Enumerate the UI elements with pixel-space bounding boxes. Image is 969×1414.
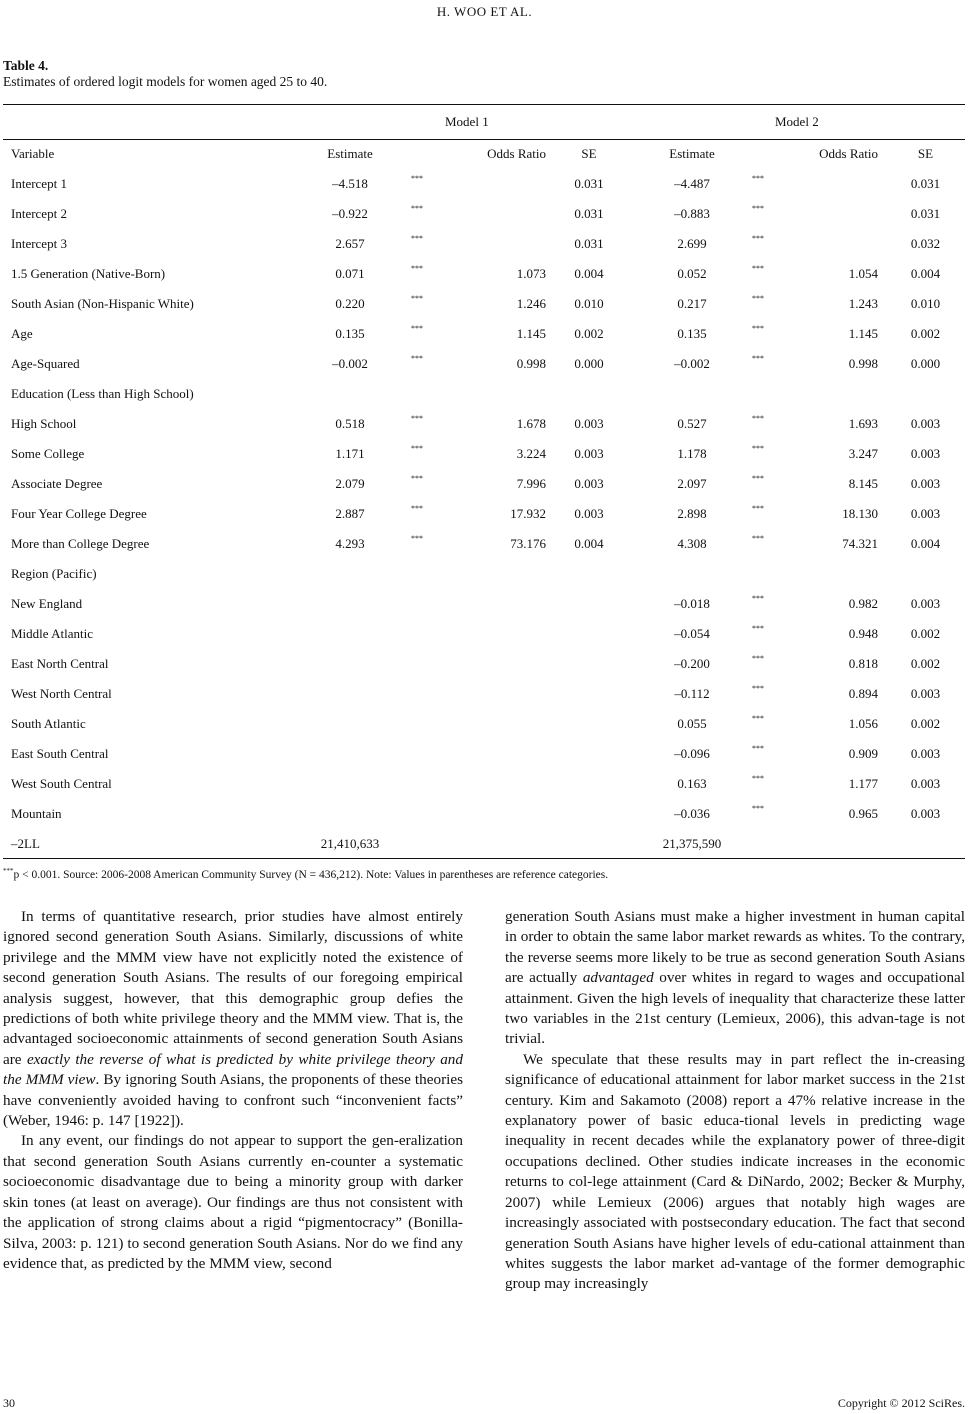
cell-m1-se: 0.031 <box>574 236 604 251</box>
cell-m1-estimate <box>289 799 411 829</box>
page-number: 30 <box>3 1396 15 1410</box>
cell-m2-significance <box>752 799 780 829</box>
cell-variable: Intercept 1 <box>11 176 67 191</box>
cell-variable: Intercept 3 <box>11 236 67 251</box>
cell-m1-estimate <box>289 379 411 409</box>
significance-marker: *** <box>752 504 764 513</box>
cell-m1-significance <box>411 559 439 589</box>
cell-m1-significance <box>411 739 439 769</box>
cell-m1-estimate <box>289 559 411 589</box>
cell-m2-estimate: –4.487 <box>674 176 710 191</box>
cell-variable: Some College <box>11 446 85 461</box>
cell-m2-estimate: 4.308 <box>677 536 707 551</box>
cell-m1-significance <box>411 529 439 559</box>
cell-m1-se <box>546 559 632 589</box>
cell-m2-significance <box>752 619 780 649</box>
cell-m1-significance <box>411 349 439 379</box>
cell-m2-significance <box>752 199 780 229</box>
cell-m1-estimate: 1.171 <box>335 446 365 461</box>
significance-marker: *** <box>411 534 423 543</box>
cell-m1-significance <box>411 769 439 799</box>
cell-m2-se: 0.003 <box>910 686 941 701</box>
cell-m1-odds-ratio: 1.073 <box>516 266 546 281</box>
cell-m2-odds-ratio: 3.247 <box>848 446 878 461</box>
cell-m1-se: 0.031 <box>574 206 604 221</box>
cell-m1-significance <box>411 619 439 649</box>
cell-m2-significance <box>752 409 780 439</box>
cell-m2-odds-ratio: 1.145 <box>848 326 878 341</box>
cell-m2-se: 0.003 <box>910 776 941 791</box>
cell-m2-odds-ratio <box>780 229 878 259</box>
body-column-right <box>505 907 965 1295</box>
cell-m1-estimate <box>289 649 411 679</box>
cell-m1-estimate <box>289 679 411 709</box>
table-row <box>3 469 969 499</box>
cell-m2-odds-ratio: 0.982 <box>848 596 878 611</box>
table-row <box>3 439 969 469</box>
cell-variable: Education (Less than High School) <box>11 386 194 401</box>
significance-marker: *** <box>752 654 764 663</box>
table-label: Table 4. <box>3 58 49 73</box>
significance-marker: *** <box>752 294 764 303</box>
cell-m2-odds-ratio <box>780 199 878 229</box>
cell-m2-significance <box>752 559 780 589</box>
cell-m2-estimate: 0.527 <box>677 416 707 431</box>
cell-m1-estimate: 4.293 <box>335 536 365 551</box>
cell-m1-estimate <box>289 739 411 769</box>
cell-variable: South Atlantic <box>11 716 86 731</box>
cell-m1-se: 0.002 <box>574 326 604 341</box>
cell-m2-odds-ratio: 0.965 <box>848 806 878 821</box>
cell-m1-significance <box>411 439 439 469</box>
cell-m1-odds-ratio: 1.246 <box>516 296 546 311</box>
significance-marker: *** <box>752 594 764 603</box>
cell-m1-estimate: –0.922 <box>332 206 368 221</box>
cell-m1-estimate: 0.071 <box>335 266 365 281</box>
col-header-m1-se: SE <box>581 146 597 161</box>
cell-m2-odds-ratio: 1.177 <box>848 776 878 791</box>
cell-m1-se: 0.000 <box>574 356 604 371</box>
cell-variable: Middle Atlantic <box>11 626 93 641</box>
cell-m1-significance <box>411 469 439 499</box>
cell-m1-estimate <box>289 619 411 649</box>
cell-m2-se: 0.010 <box>910 296 941 311</box>
cell-m2-estimate: –0.200 <box>674 656 710 671</box>
significance-marker: *** <box>752 714 764 723</box>
cell-m1-estimate <box>289 589 411 619</box>
significance-marker: *** <box>752 474 764 483</box>
significance-marker: *** <box>752 414 764 423</box>
cell-m2-se: 0.003 <box>910 506 941 521</box>
cell-variable: New England <box>11 596 83 611</box>
cell-m1-se: 0.004 <box>574 536 604 551</box>
cell-m1-estimate: 0.518 <box>335 416 365 431</box>
cell-m2-estimate: 0.055 <box>677 716 707 731</box>
cell-m2-se: 0.002 <box>910 656 941 671</box>
cell-m2-significance <box>752 229 780 259</box>
significance-marker: *** <box>752 624 764 633</box>
cell-m2-se: 0.003 <box>910 416 941 431</box>
cell-m1-odds-ratio: 7.996 <box>516 476 546 491</box>
table-body <box>3 169 969 859</box>
cell-m2-se: 0.002 <box>910 326 941 341</box>
table-row <box>3 649 969 679</box>
cell-m1-estimate: –0.002 <box>332 356 368 371</box>
cell-m2-estimate: 21,375,590 <box>662 836 722 851</box>
cell-m1-odds-ratio: 17.932 <box>510 506 546 521</box>
cell-m2-se: 0.032 <box>910 236 941 251</box>
cell-m2-odds-ratio: 0.909 <box>848 746 878 761</box>
cell-m1-se <box>546 769 632 799</box>
table-row <box>3 289 969 319</box>
cell-m2-significance <box>752 259 780 289</box>
cell-m2-odds-ratio <box>780 559 878 589</box>
table-row <box>3 799 969 829</box>
paragraph-text: We speculate that these results may in part reflect the in-creasing significance of educational attainment for labor market success in the 21st century. Kim and Sakamoto (2008) report a 47% relative increase in the explanatory power of basic educa-tional levels in predicting wage inequality in recent decades while the explanatory power of three-digit occupations declined. Other studies indicate increases in the economic returns to col-lege attainment (Card & DiNardo, 2002; Becker & Murphy, 2007) while Lemieux (2006) argues that notably high wages are increasingly associated with postsecondary education. The fact that second generation South Asians have higher levels of edu-cational attainment than whites suggests the labor market ad-vantage of the former demographic group may increasingly <box>505 1050 965 1293</box>
cell-m1-se <box>546 739 632 769</box>
significance-marker: *** <box>411 234 423 243</box>
footnote-marker: *** <box>3 867 14 875</box>
cell-m1-se <box>546 649 632 679</box>
significance-marker: *** <box>752 534 764 543</box>
cell-variable: South Asian (Non-Hispanic White) <box>11 296 194 311</box>
cell-m1-estimate: 0.220 <box>335 296 365 311</box>
col-header-m1-odds-ratio: Odds Ratio <box>487 146 546 161</box>
cell-m2-odds-ratio: 0.998 <box>848 356 878 371</box>
col-header-m1-estimate: Estimate <box>327 146 373 161</box>
cell-m1-se <box>546 679 632 709</box>
cell-m1-odds-ratio <box>439 679 546 709</box>
table-caption <box>3 58 327 90</box>
cell-m2-estimate: –0.036 <box>674 806 710 821</box>
group-header-model-1: Model 1 <box>445 114 489 129</box>
emphasis-text: exactly the reverse of what is predicted by white privilege theory and the MMM view <box>3 1050 463 1089</box>
cell-m1-estimate: 2.657 <box>335 236 365 251</box>
cell-variable: East North Central <box>11 656 109 671</box>
cell-m1-significance <box>411 229 439 259</box>
cell-m1-odds-ratio <box>439 769 546 799</box>
cell-m1-odds-ratio: 0.998 <box>516 356 546 371</box>
cell-variable: Age <box>11 326 33 341</box>
cell-m2-odds-ratio <box>780 829 878 859</box>
cell-m1-significance <box>411 409 439 439</box>
table-row <box>3 589 969 619</box>
paragraph-text: In any event, our findings do not appear to support the gen-eralization that second generation South Asians currently en-counter a systematic socioeconomic disadvantage due to being a minority group with darker skin tones (at least on average). Our findings are thus not consistent with the application of strong claims about a rigid “pigmentocracy” (Bonilla-Silva, 2003: p. 121) to second generation South Asians. Nor do we find any evidence that, as predicted by the MMM view, second <box>3 1132 463 1272</box>
cell-m1-significance <box>411 289 439 319</box>
cell-m2-odds-ratio: 74.321 <box>842 536 878 551</box>
cell-m2-significance <box>752 739 780 769</box>
significance-marker: *** <box>411 174 423 183</box>
cell-m1-significance <box>411 259 439 289</box>
running-header: H. WOO ET AL. <box>436 4 533 19</box>
footnote-text: p < 0.001. Source: 2006-2008 American Community Survey (N = 436,212). Note: Values in parentheses are reference categories. <box>13 868 609 881</box>
cell-m2-significance <box>752 649 780 679</box>
table-row <box>3 319 969 349</box>
cell-m1-se <box>546 829 632 859</box>
cell-m1-odds-ratio: 1.145 <box>516 326 546 341</box>
group-header-model-2: Model 2 <box>775 114 819 129</box>
cell-m2-se: 0.003 <box>910 746 941 761</box>
cell-m1-significance <box>411 319 439 349</box>
significance-marker: *** <box>752 174 764 183</box>
cell-m1-significance <box>411 829 439 859</box>
cell-m1-estimate: –4.518 <box>332 176 368 191</box>
cell-variable: Four Year College Degree <box>11 506 147 521</box>
table-row <box>3 619 969 649</box>
table-row <box>3 259 969 289</box>
cell-m1-significance <box>411 589 439 619</box>
paragraph-text: . By ignoring South Asians, the proponents of these theories have conveniently avoided having to confront such “inconvenient facts” (Weber, 1946: p. 147 [1922]). <box>3 1071 463 1130</box>
cell-m1-odds-ratio <box>439 589 546 619</box>
cell-m1-estimate: 2.887 <box>335 506 365 521</box>
cell-variable: 1.5 Generation (Native-Born) <box>11 266 166 281</box>
cell-m2-odds-ratio: 1.693 <box>848 416 878 431</box>
cell-m2-significance <box>752 289 780 319</box>
table-row <box>3 409 969 439</box>
cell-variable: Associate Degree <box>11 476 103 491</box>
col-header-m2-odds-ratio: Odds Ratio <box>819 146 878 161</box>
cell-m1-se: 0.010 <box>574 296 604 311</box>
cell-m2-significance <box>752 769 780 799</box>
cell-m1-estimate: 2.079 <box>335 476 365 491</box>
cell-m2-odds-ratio: 1.054 <box>848 266 878 281</box>
copyright: Copyright © 2012 SciRes. <box>837 1396 965 1410</box>
cell-variable: West North Central <box>11 686 112 701</box>
cell-m2-odds-ratio: 0.948 <box>848 626 878 641</box>
cell-m1-significance <box>411 799 439 829</box>
cell-m2-significance <box>752 499 780 529</box>
cell-m2-se: 0.003 <box>910 596 941 611</box>
cell-m2-odds-ratio: 1.056 <box>848 716 878 731</box>
cell-m1-se: 0.031 <box>574 176 604 191</box>
cell-m1-estimate <box>289 769 411 799</box>
significance-marker: *** <box>411 204 423 213</box>
cell-m2-significance <box>752 529 780 559</box>
cell-variable: West South Central <box>11 776 112 791</box>
cell-m1-se: 0.003 <box>574 476 604 491</box>
cell-m1-significance <box>411 649 439 679</box>
table-row <box>3 529 969 559</box>
cell-m2-odds-ratio: 18.130 <box>842 506 878 521</box>
cell-m2-estimate: –0.054 <box>674 626 710 641</box>
table-top-rule <box>3 104 965 105</box>
cell-m1-odds-ratio: 3.224 <box>516 446 546 461</box>
cell-m2-estimate: 2.097 <box>677 476 707 491</box>
cell-m2-estimate <box>632 379 752 409</box>
significance-marker: *** <box>752 354 764 363</box>
cell-m1-se: 0.004 <box>574 266 604 281</box>
cell-m2-significance <box>752 679 780 709</box>
cell-m1-estimate: 21,410,633 <box>320 836 380 851</box>
cell-m1-odds-ratio <box>439 709 546 739</box>
cell-m2-estimate: –0.112 <box>674 686 710 701</box>
paragraph-left-2 <box>3 1131 463 1274</box>
table-row <box>3 769 969 799</box>
paragraph-left-1 <box>3 907 463 1131</box>
cell-m1-odds-ratio <box>439 799 546 829</box>
cell-m2-odds-ratio <box>780 379 878 409</box>
col-header-variable: Variable <box>11 146 55 161</box>
cell-m1-odds-ratio <box>439 379 546 409</box>
cell-m1-se: 0.003 <box>574 506 604 521</box>
paragraph-text: over whites in regard to wages and occupational attainment. Given the high levels of inequality that characterize these latter two variables in the 21st century (Lemieux, 2006), this advan-tage is not trivial. <box>505 969 965 1048</box>
cell-m2-se <box>878 379 969 409</box>
cell-variable: Intercept 2 <box>11 206 67 221</box>
cell-m1-se <box>546 589 632 619</box>
table-footnote <box>3 867 608 881</box>
cell-m2-significance <box>752 169 780 199</box>
significance-marker: *** <box>752 324 764 333</box>
cell-m2-se: 0.004 <box>910 536 941 551</box>
cell-m2-estimate: 0.217 <box>677 296 707 311</box>
cell-m1-odds-ratio: 1.678 <box>516 416 546 431</box>
table-row <box>3 499 969 529</box>
cell-m1-significance <box>411 499 439 529</box>
cell-m2-se: 0.003 <box>910 446 941 461</box>
cell-m2-significance <box>752 319 780 349</box>
cell-m1-se <box>546 379 632 409</box>
significance-marker: *** <box>752 744 764 753</box>
significance-marker: *** <box>752 234 764 243</box>
significance-marker: *** <box>411 354 423 363</box>
cell-m2-se: 0.031 <box>910 176 941 191</box>
significance-marker: *** <box>752 774 764 783</box>
cell-m2-estimate: –0.018 <box>674 596 710 611</box>
cell-m1-odds-ratio <box>439 619 546 649</box>
cell-m1-odds-ratio <box>439 229 546 259</box>
paragraph-right-2 <box>505 1050 965 1295</box>
cell-variable: More than College Degree <box>11 536 150 551</box>
significance-marker: *** <box>411 504 423 513</box>
paragraph-right-1 <box>505 907 965 1050</box>
cell-m2-significance <box>752 469 780 499</box>
significance-marker: *** <box>411 444 423 453</box>
cell-m2-odds-ratio: 1.243 <box>848 296 878 311</box>
cell-m2-significance <box>752 379 780 409</box>
table-row <box>3 829 969 859</box>
cell-m2-odds-ratio <box>780 169 878 199</box>
emphasis-text: advantaged <box>582 969 654 987</box>
cell-m2-odds-ratio: 0.894 <box>848 686 878 701</box>
cell-m2-significance <box>752 589 780 619</box>
table-row <box>3 199 969 229</box>
cell-m1-significance <box>411 199 439 229</box>
table-caption-text: Estimates of ordered logit models for women aged 25 to 40. <box>3 74 328 89</box>
significance-marker: *** <box>411 414 423 423</box>
table-row <box>3 559 969 589</box>
col-header-m2-se: SE <box>917 146 934 161</box>
table-bottom-rule <box>3 858 965 859</box>
table-row <box>3 739 969 769</box>
cell-m1-estimate: 0.135 <box>335 326 365 341</box>
cell-m2-estimate: 2.699 <box>677 236 707 251</box>
cell-m2-estimate: –0.002 <box>674 356 710 371</box>
significance-marker: *** <box>411 474 423 483</box>
cell-m1-se <box>546 799 632 829</box>
cell-m1-odds-ratio <box>439 829 546 859</box>
paragraph-text: generation South Asians must make a higher investment in human capital in order to obtain the same labor market rewards as whites. To the contrary, the reverse seems more likely to be true as second generation South Asians are actually <box>505 908 965 987</box>
cell-m2-se: 0.002 <box>910 716 941 731</box>
significance-marker: *** <box>411 264 423 273</box>
cell-m2-significance <box>752 709 780 739</box>
body-column-left <box>3 907 463 1274</box>
significance-marker: *** <box>752 804 764 813</box>
cell-m1-odds-ratio <box>439 739 546 769</box>
cell-m2-se: 0.003 <box>910 806 941 821</box>
cell-m2-se: 0.000 <box>910 356 941 371</box>
cell-variable: Region (Pacific) <box>11 566 97 581</box>
cell-m1-odds-ratio <box>439 169 546 199</box>
paragraph-text: In terms of quantitative research, prior studies have almost entirely ignored second generation South Asians. Similarly, discussions of white privilege and the MMM view have not explicitly noted the existence of second generation South Asians. The results of our foregoing empirical analysis suggest, however, that this demographic group defies the predictions of both white privilege theory and the MMM view. That is, the advantaged socioeconomic attainments of second generation South Asians are <box>3 908 463 1068</box>
significance-marker: *** <box>752 684 764 693</box>
cell-m1-se <box>546 619 632 649</box>
table-row <box>3 709 969 739</box>
estimates-table <box>3 139 969 859</box>
cell-m2-estimate <box>632 559 752 589</box>
cell-m2-se <box>878 559 969 589</box>
table-row <box>3 229 969 259</box>
cell-m2-estimate: 0.135 <box>677 326 707 341</box>
cell-m1-odds-ratio <box>439 199 546 229</box>
cell-variable: East South Central <box>11 746 109 761</box>
cell-variable: Mountain <box>11 806 62 821</box>
table-row <box>3 379 969 409</box>
cell-m1-estimate <box>289 709 411 739</box>
cell-m2-estimate: 2.898 <box>677 506 707 521</box>
cell-variable: –2LL <box>11 836 40 851</box>
table-row <box>3 349 969 379</box>
cell-m2-odds-ratio: 0.818 <box>848 656 878 671</box>
significance-marker: *** <box>752 444 764 453</box>
cell-m2-estimate: 0.163 <box>677 776 707 791</box>
cell-variable: High School <box>11 416 77 431</box>
cell-m2-significance <box>752 349 780 379</box>
cell-m2-se: 0.031 <box>910 206 941 221</box>
cell-m2-se: 0.002 <box>910 626 941 641</box>
cell-m1-significance <box>411 709 439 739</box>
cell-m2-estimate: –0.096 <box>674 746 710 761</box>
cell-m1-se: 0.003 <box>574 446 604 461</box>
cell-m1-se <box>546 709 632 739</box>
cell-variable: Age-Squared <box>11 356 80 371</box>
cell-m1-odds-ratio <box>439 649 546 679</box>
significance-marker: *** <box>411 294 423 303</box>
cell-m2-estimate: 1.178 <box>677 446 707 461</box>
significance-marker: *** <box>752 264 764 273</box>
cell-m1-significance <box>411 169 439 199</box>
significance-marker: *** <box>752 204 764 213</box>
cell-m1-significance <box>411 379 439 409</box>
table-row <box>3 169 969 199</box>
cell-m1-odds-ratio: 73.176 <box>510 536 546 551</box>
cell-m2-estimate: –0.883 <box>674 206 710 221</box>
cell-m2-se <box>878 829 969 859</box>
cell-m2-se: 0.003 <box>910 476 941 491</box>
cell-m2-significance <box>752 439 780 469</box>
cell-m2-significance <box>752 829 780 859</box>
column-header-row <box>3 139 969 169</box>
cell-m1-odds-ratio <box>439 559 546 589</box>
table-row <box>3 679 969 709</box>
significance-marker: *** <box>411 324 423 333</box>
cell-m2-odds-ratio: 8.145 <box>848 476 878 491</box>
col-header-m2-estimate: Estimate <box>669 146 715 161</box>
cell-m1-se: 0.003 <box>574 416 604 431</box>
cell-m2-estimate: 0.052 <box>677 266 707 281</box>
cell-m2-se: 0.004 <box>910 266 941 281</box>
cell-m1-significance <box>411 679 439 709</box>
